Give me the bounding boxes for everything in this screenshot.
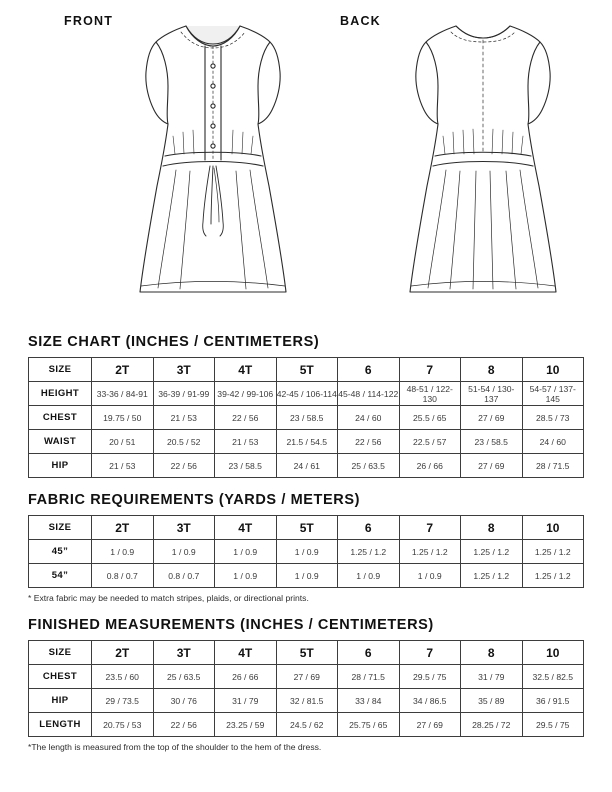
table-cell: 24 / 60 — [338, 406, 400, 430]
table-cell: 1.25 / 1.2 — [338, 540, 400, 564]
table-cell: 31 / 79 — [215, 689, 277, 713]
table-header-row — [29, 358, 584, 382]
column-header: 2T — [92, 358, 154, 382]
table-cell: 1.25 / 1.2 — [461, 564, 523, 588]
table-row — [29, 540, 584, 564]
column-header: 2T — [92, 516, 154, 540]
column-header: 10 — [522, 516, 584, 540]
table-cell: 23 / 58.5 — [215, 454, 277, 478]
column-header: SIZE — [29, 358, 92, 382]
column-header: 8 — [461, 358, 523, 382]
table-cell: 22 / 56 — [153, 713, 215, 737]
row-label: HIP — [29, 689, 92, 713]
table-cell: 28.5 / 73 — [522, 406, 584, 430]
table-cell: 0.8 / 0.7 — [92, 564, 154, 588]
table-cell: 24.5 / 62 — [276, 713, 338, 737]
column-header: 7 — [399, 641, 461, 665]
column-header: 5T — [276, 641, 338, 665]
table-cell: 32 / 81.5 — [276, 689, 338, 713]
table-cell: 42-45 / 106-114 — [276, 382, 338, 406]
finished-measurements-title: FINISHED MEASUREMENTS (INCHES / CENTIMETERS) — [28, 617, 434, 633]
illustration-area — [28, 0, 584, 330]
table-cell: 1.25 / 1.2 — [461, 540, 523, 564]
table-cell: 27 / 69 — [461, 454, 523, 478]
fabric-requirements-title: FABRIC REQUIREMENTS (YARDS / METERS) — [28, 492, 361, 508]
table-cell: 28.25 / 72 — [461, 713, 523, 737]
column-header: 7 — [399, 516, 461, 540]
finished-measurements-note: *The length is measured from the top of the shoulder to the hem of the dress. — [28, 742, 322, 752]
table-cell: 21 / 53 — [215, 430, 277, 454]
table-cell: 36-39 / 91-99 — [153, 382, 215, 406]
column-header: 7 — [399, 358, 461, 382]
table-cell: 20.75 / 53 — [92, 713, 154, 737]
table-cell: 25.5 / 65 — [399, 406, 461, 430]
table-cell: 27 / 69 — [461, 406, 523, 430]
column-header: 10 — [522, 641, 584, 665]
table-cell: 21 / 53 — [92, 454, 154, 478]
dress-back-illustration — [388, 8, 578, 323]
table-cell: 20 / 51 — [92, 430, 154, 454]
column-header: 5T — [276, 516, 338, 540]
table-row — [29, 382, 584, 406]
row-label: 45” — [29, 540, 92, 564]
fabric-requirements-note: * Extra fabric may be needed to match stripes, plaids, or directional prints. — [28, 593, 309, 603]
row-label: HEIGHT — [29, 382, 92, 406]
column-header: 8 — [461, 641, 523, 665]
table-cell: 34 / 86.5 — [399, 689, 461, 713]
fabric-requirements-table — [28, 515, 584, 588]
table-row — [29, 454, 584, 478]
table-cell: 25 / 63.5 — [338, 454, 400, 478]
dress-front-illustration — [118, 8, 308, 323]
size-chart-table — [28, 357, 584, 478]
table-cell: 24 / 60 — [522, 430, 584, 454]
table-row — [29, 713, 584, 737]
front-view-label: FRONT — [64, 14, 114, 28]
table-cell: 1 / 0.9 — [276, 564, 338, 588]
column-header: 2T — [92, 641, 154, 665]
column-header: 6 — [338, 358, 400, 382]
table-cell: 30 / 76 — [153, 689, 215, 713]
size-chart-title: SIZE CHART (INCHES / CENTIMETERS) — [28, 334, 320, 350]
table-cell: 31 / 79 — [461, 665, 523, 689]
table-cell: 51-54 / 130-137 — [461, 382, 523, 406]
table-cell: 23 / 58.5 — [276, 406, 338, 430]
table-cell: 28 / 71.5 — [338, 665, 400, 689]
table-cell: 25.75 / 65 — [338, 713, 400, 737]
table-cell: 23.5 / 60 — [92, 665, 154, 689]
table-cell: 1 / 0.9 — [276, 540, 338, 564]
table-cell: 1 / 0.9 — [92, 540, 154, 564]
table-cell: 45-48 / 114-122 — [338, 382, 400, 406]
table-cell: 23.25 / 59 — [215, 713, 277, 737]
finished-measurements-table — [28, 640, 584, 737]
table-row — [29, 564, 584, 588]
table-cell: 22.5 / 57 — [399, 430, 461, 454]
table-cell: 19.75 / 50 — [92, 406, 154, 430]
table-cell: 22 / 56 — [153, 454, 215, 478]
table-cell: 1 / 0.9 — [399, 564, 461, 588]
table-cell: 22 / 56 — [215, 406, 277, 430]
column-header: 4T — [215, 516, 277, 540]
column-header: 8 — [461, 516, 523, 540]
table-header-row — [29, 641, 584, 665]
table-cell: 1 / 0.9 — [338, 564, 400, 588]
back-view-label: BACK — [340, 14, 381, 28]
table-cell: 1 / 0.9 — [215, 540, 277, 564]
table-cell: 23 / 58.5 — [461, 430, 523, 454]
table-cell: 39-42 / 99-106 — [215, 382, 277, 406]
table-cell: 27 / 69 — [276, 665, 338, 689]
column-header: 10 — [522, 358, 584, 382]
row-label: CHEST — [29, 665, 92, 689]
column-header: 3T — [153, 641, 215, 665]
table-cell: 35 / 89 — [461, 689, 523, 713]
table-cell: 29 / 73.5 — [92, 689, 154, 713]
table-cell: 26 / 66 — [399, 454, 461, 478]
table-row — [29, 430, 584, 454]
table-cell: 54-57 / 137-145 — [522, 382, 584, 406]
table-cell: 48-51 / 122-130 — [399, 382, 461, 406]
table-cell: 28 / 71.5 — [522, 454, 584, 478]
table-row — [29, 689, 584, 713]
table-cell: 1.25 / 1.2 — [522, 540, 584, 564]
table-row — [29, 665, 584, 689]
table-cell: 22 / 56 — [338, 430, 400, 454]
table-cell: 24 / 61 — [276, 454, 338, 478]
column-header: 4T — [215, 641, 277, 665]
table-cell: 21 / 53 — [153, 406, 215, 430]
table-cell: 1 / 0.9 — [153, 540, 215, 564]
table-row — [29, 406, 584, 430]
column-header: 5T — [276, 358, 338, 382]
table-cell: 20.5 / 52 — [153, 430, 215, 454]
table-cell: 1 / 0.9 — [215, 564, 277, 588]
table-header-row — [29, 516, 584, 540]
column-header: SIZE — [29, 516, 92, 540]
table-cell: 27 / 69 — [399, 713, 461, 737]
column-header: 6 — [338, 641, 400, 665]
table-cell: 29.5 / 75 — [522, 713, 584, 737]
table-cell: 21.5 / 54.5 — [276, 430, 338, 454]
row-label: CHEST — [29, 406, 92, 430]
table-cell: 36 / 91.5 — [522, 689, 584, 713]
table-cell: 29.5 / 75 — [399, 665, 461, 689]
table-cell: 33 / 84 — [338, 689, 400, 713]
table-cell: 1.25 / 1.2 — [399, 540, 461, 564]
row-label: 54” — [29, 564, 92, 588]
table-cell: 1.25 / 1.2 — [522, 564, 584, 588]
column-header: 3T — [153, 516, 215, 540]
row-label: HIP — [29, 454, 92, 478]
table-cell: 25 / 63.5 — [153, 665, 215, 689]
column-header: 6 — [338, 516, 400, 540]
column-header: SIZE — [29, 641, 92, 665]
size-chart-section — [28, 334, 584, 478]
table-cell: 33-36 / 84-91 — [92, 382, 154, 406]
finished-measurements-section — [28, 617, 584, 752]
row-label: LENGTH — [29, 713, 92, 737]
column-header: 4T — [215, 358, 277, 382]
fabric-requirements-section — [28, 492, 584, 603]
table-cell: 32.5 / 82.5 — [522, 665, 584, 689]
table-cell: 26 / 66 — [215, 665, 277, 689]
row-label: WAIST — [29, 430, 92, 454]
table-cell: 0.8 / 0.7 — [153, 564, 215, 588]
column-header: 3T — [153, 358, 215, 382]
